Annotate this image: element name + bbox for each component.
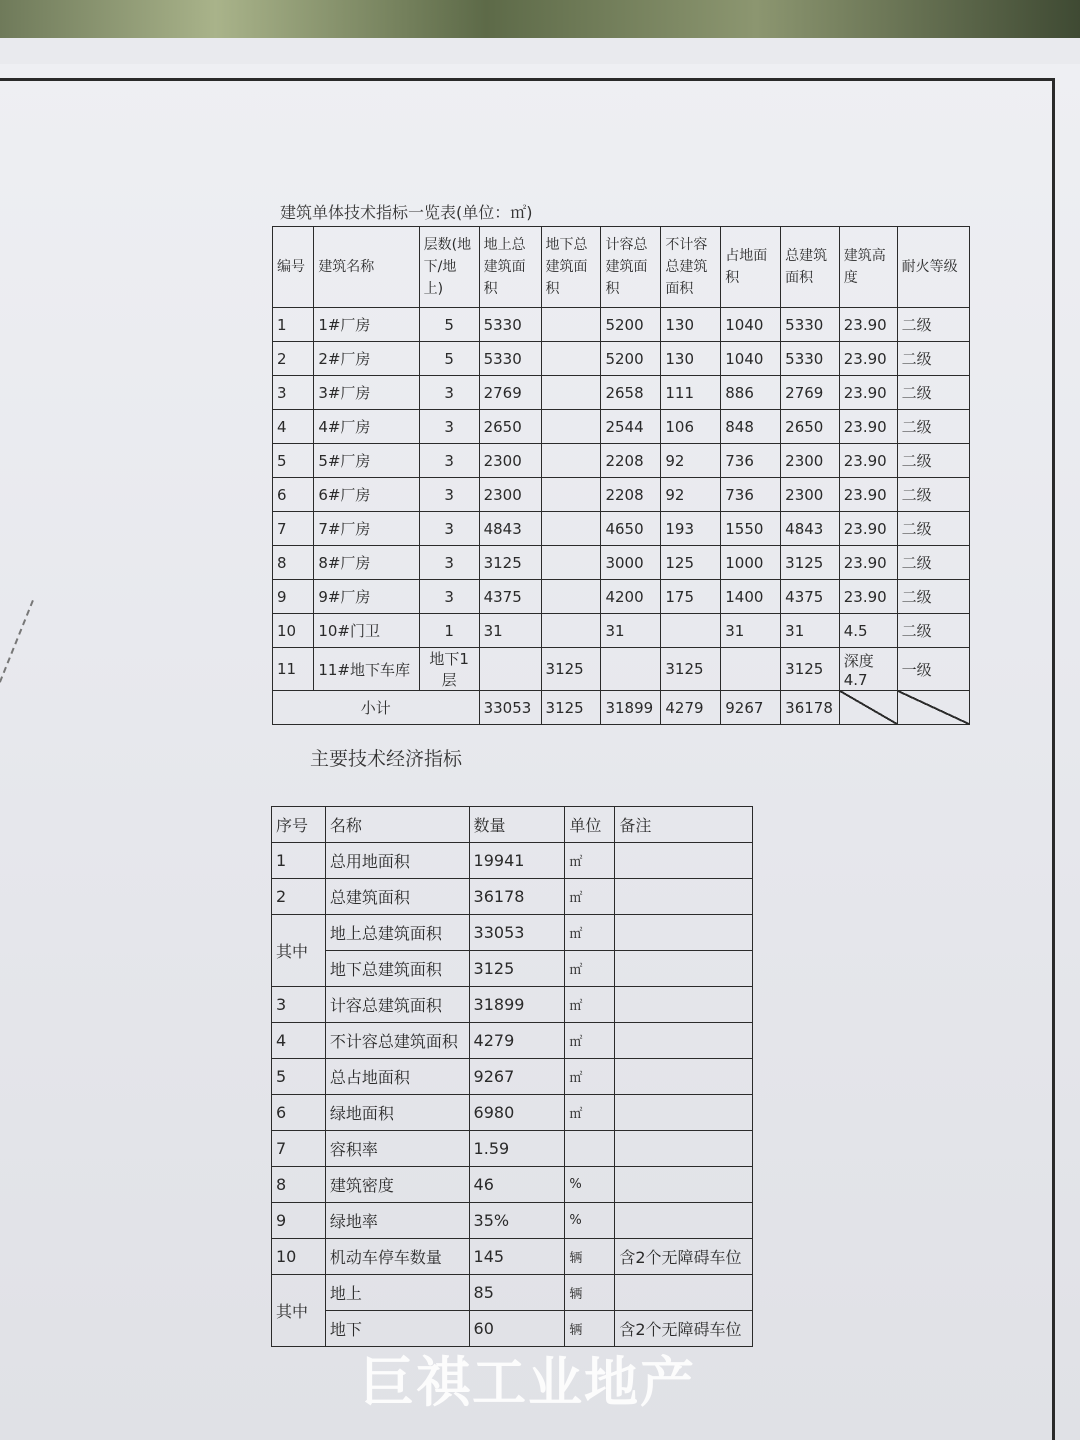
table-cell: 3125 <box>479 546 541 580</box>
row-quantity: 145 <box>469 1239 565 1275</box>
table-cell: 2650 <box>479 410 541 444</box>
table-cell: 125 <box>661 546 721 580</box>
header-cell: 计容总建筑面积 <box>601 227 661 308</box>
table-cell: 2300 <box>479 444 541 478</box>
row-note <box>615 915 753 951</box>
row-number: 4 <box>272 1023 326 1059</box>
table-row <box>272 1095 753 1131</box>
table-cell: 9 <box>273 580 314 614</box>
table-row <box>273 580 970 614</box>
table-cell: 地下1层 <box>419 648 479 691</box>
table-cell: 4843 <box>781 512 840 546</box>
table-cell: 3 <box>419 580 479 614</box>
table-cell: 11 <box>273 648 314 691</box>
table-row <box>272 1239 753 1275</box>
subtotal-cell: 4279 <box>661 691 721 725</box>
table-header-row <box>272 807 753 843</box>
table-cell: 二级 <box>897 512 969 546</box>
table-cell: 1400 <box>721 580 781 614</box>
row-note <box>615 1167 753 1203</box>
header-cell: 名称 <box>325 807 469 843</box>
table-cell: 4#厂房 <box>314 410 419 444</box>
row-note <box>615 1095 753 1131</box>
table-row <box>273 478 970 512</box>
table-cell: 二级 <box>897 580 969 614</box>
row-unit: % <box>565 1203 615 1239</box>
row-note <box>615 951 753 987</box>
header-cell: 层数(地下/地上) <box>419 227 479 308</box>
row-name: 地下总建筑面积 <box>325 951 469 987</box>
table-cell: 4 <box>273 410 314 444</box>
table-row <box>272 951 753 987</box>
row-quantity: 46 <box>469 1167 565 1203</box>
table-cell <box>541 342 601 376</box>
table-cell: 3 <box>419 444 479 478</box>
table-cell: 23.90 <box>839 478 897 512</box>
row-quantity: 9267 <box>469 1059 565 1095</box>
table-cell: 深度4.7 <box>839 648 897 691</box>
row-name: 容积率 <box>325 1131 469 1167</box>
table-cell: 9#厂房 <box>314 580 419 614</box>
row-name: 地下 <box>325 1311 469 1347</box>
table-row <box>272 1203 753 1239</box>
row-number: 3 <box>272 987 326 1023</box>
table-cell: 175 <box>661 580 721 614</box>
table-cell: 3 <box>419 410 479 444</box>
table-cell: 二级 <box>897 376 969 410</box>
table-cell: 2544 <box>601 410 661 444</box>
row-note <box>615 1203 753 1239</box>
table-cell: 92 <box>661 478 721 512</box>
watermark-text: 巨祺工业地产 <box>360 1351 696 1414</box>
table-cell: 4.5 <box>839 614 897 648</box>
table-row <box>272 915 753 951</box>
row-number: 2 <box>272 879 326 915</box>
economic-index-table <box>271 806 753 1347</box>
row-quantity: 19941 <box>469 843 565 879</box>
table-cell: 2#厂房 <box>314 342 419 376</box>
table-cell: 23.90 <box>839 580 897 614</box>
row-quantity: 33053 <box>469 915 565 951</box>
header-cell: 地下总建筑面积 <box>541 227 601 308</box>
table-cell <box>541 444 601 478</box>
table-cell: 1 <box>273 308 314 342</box>
table-cell <box>601 648 661 691</box>
table-cell: 二级 <box>897 614 969 648</box>
table-cell: 2658 <box>601 376 661 410</box>
subtotal-cell: 36178 <box>781 691 840 725</box>
table-cell: 二级 <box>897 444 969 478</box>
table-cell <box>721 648 781 691</box>
row-name: 绿地面积 <box>325 1095 469 1131</box>
row-quantity: 1.59 <box>469 1131 565 1167</box>
header-cell: 地上总建筑面积 <box>479 227 541 308</box>
table-cell: 23.90 <box>839 376 897 410</box>
subtotal-cell: 31899 <box>601 691 661 725</box>
row-name: 机动车停车数量 <box>325 1239 469 1275</box>
row-unit: ㎡ <box>565 915 615 951</box>
row-note <box>615 987 753 1023</box>
table-cell <box>541 512 601 546</box>
table-cell: 8 <box>273 546 314 580</box>
header-cell: 不计容总建筑面积 <box>661 227 721 308</box>
row-number: 6 <box>272 1095 326 1131</box>
table-cell: 二级 <box>897 546 969 580</box>
table-cell: 3 <box>419 512 479 546</box>
table-cell: 3125 <box>541 648 601 691</box>
row-number: 5 <box>272 1059 326 1095</box>
row-name: 绿地率 <box>325 1203 469 1239</box>
group-label: 其中 <box>272 1275 326 1347</box>
table-cell: 2300 <box>479 478 541 512</box>
table-row <box>273 546 970 580</box>
table-cell: 1 <box>419 614 479 648</box>
row-note <box>615 843 753 879</box>
subtotal-cell: 3125 <box>541 691 601 725</box>
table-cell: 3000 <box>601 546 661 580</box>
table-row <box>272 843 753 879</box>
table-cell: 886 <box>721 376 781 410</box>
table-cell: 二级 <box>897 308 969 342</box>
table-cell <box>541 614 601 648</box>
table-cell: 5330 <box>781 308 840 342</box>
table-cell: 3#厂房 <box>314 376 419 410</box>
row-note <box>615 879 753 915</box>
table-cell: 23.90 <box>839 410 897 444</box>
table-cell: 5 <box>419 342 479 376</box>
table-cell: 23.90 <box>839 308 897 342</box>
row-note <box>615 1023 753 1059</box>
header-cell: 单位 <box>565 807 615 843</box>
table-cell: 23.90 <box>839 342 897 376</box>
table-row <box>273 410 970 444</box>
table-cell: 8#厂房 <box>314 546 419 580</box>
table-cell: 1040 <box>721 342 781 376</box>
table-cell: 130 <box>661 308 721 342</box>
table-cell: 二级 <box>897 478 969 512</box>
header-cell: 建筑高度 <box>839 227 897 308</box>
table-cell: 736 <box>721 444 781 478</box>
row-name: 建筑密度 <box>325 1167 469 1203</box>
table-cell: 5330 <box>781 342 840 376</box>
subtotal-cell: 33053 <box>479 691 541 725</box>
table-cell: 4375 <box>781 580 840 614</box>
table-cell: 3 <box>419 546 479 580</box>
table-cell: 2208 <box>601 478 661 512</box>
row-unit: ㎡ <box>565 1095 615 1131</box>
row-name: 计容总建筑面积 <box>325 987 469 1023</box>
row-number: 8 <box>272 1167 326 1203</box>
table-cell: 1550 <box>721 512 781 546</box>
table-cell: 5#厂房 <box>314 444 419 478</box>
header-cell: 耐火等级 <box>897 227 969 308</box>
row-name: 总用地面积 <box>325 843 469 879</box>
building-index-table <box>272 226 970 725</box>
table-row <box>273 648 970 691</box>
table-cell: 5200 <box>601 308 661 342</box>
table-row <box>273 308 970 342</box>
table-header-row <box>273 227 970 308</box>
table-cell <box>541 308 601 342</box>
table-cell: 1040 <box>721 308 781 342</box>
table-cell: 4843 <box>479 512 541 546</box>
subtotal-label: 小计 <box>273 691 480 725</box>
row-quantity: 35% <box>469 1203 565 1239</box>
table-cell: 3 <box>419 478 479 512</box>
table-row <box>272 1023 753 1059</box>
table-cell: 23.90 <box>839 512 897 546</box>
row-quantity: 4279 <box>469 1023 565 1059</box>
table-cell: 31 <box>601 614 661 648</box>
row-number: 10 <box>272 1239 326 1275</box>
row-quantity: 36178 <box>469 879 565 915</box>
table-cell: 6#厂房 <box>314 478 419 512</box>
table-row <box>272 987 753 1023</box>
row-note <box>615 1275 753 1311</box>
row-number: 9 <box>272 1203 326 1239</box>
row-name: 不计容总建筑面积 <box>325 1023 469 1059</box>
header-cell: 占地面积 <box>721 227 781 308</box>
row-quantity: 31899 <box>469 987 565 1023</box>
row-note <box>615 1059 753 1095</box>
table-cell: 4200 <box>601 580 661 614</box>
header-cell: 总建筑面积 <box>781 227 840 308</box>
group-label: 其中 <box>272 915 326 987</box>
diagonal-cell <box>839 691 897 725</box>
table-cell: 5330 <box>479 342 541 376</box>
table-row <box>273 512 970 546</box>
table-cell: 5200 <box>601 342 661 376</box>
header-cell: 备注 <box>615 807 753 843</box>
table-cell: 848 <box>721 410 781 444</box>
table-cell: 11#地下车库 <box>314 648 419 691</box>
table-row <box>272 879 753 915</box>
table-cell: 23.90 <box>839 546 897 580</box>
table-cell <box>541 478 601 512</box>
row-unit: ㎡ <box>565 951 615 987</box>
table-cell: 3 <box>273 376 314 410</box>
table-cell <box>541 376 601 410</box>
row-note <box>615 1131 753 1167</box>
table-cell: 7 <box>273 512 314 546</box>
table-cell: 二级 <box>897 410 969 444</box>
drawing-frame-right <box>1052 78 1055 1440</box>
header-cell: 编号 <box>273 227 314 308</box>
table-row <box>273 614 970 648</box>
table-cell <box>479 648 541 691</box>
table-cell: 23.90 <box>839 444 897 478</box>
drawing-frame-top <box>0 78 1055 81</box>
table-row <box>273 444 970 478</box>
subtotal-row <box>273 691 970 725</box>
table-cell: 5330 <box>479 308 541 342</box>
table-cell: 5 <box>419 308 479 342</box>
row-unit: % <box>565 1167 615 1203</box>
table-cell <box>541 546 601 580</box>
table-cell: 2300 <box>781 444 840 478</box>
row-name: 地上 <box>325 1275 469 1311</box>
table-cell: 6 <box>273 478 314 512</box>
table-row <box>272 1275 753 1311</box>
row-unit: ㎡ <box>565 1059 615 1095</box>
table-cell: 1#厂房 <box>314 308 419 342</box>
row-name: 地上总建筑面积 <box>325 915 469 951</box>
table-cell: 193 <box>661 512 721 546</box>
row-quantity: 3125 <box>469 951 565 987</box>
row-unit: 辆 <box>565 1311 615 1347</box>
table-cell: 3125 <box>661 648 721 691</box>
row-name: 总建筑面积 <box>325 879 469 915</box>
row-note: 含2个无障碍车位 <box>615 1239 753 1275</box>
table-cell: 3 <box>419 376 479 410</box>
table-cell: 7#厂房 <box>314 512 419 546</box>
table-cell: 10#门卫 <box>314 614 419 648</box>
table-cell: 1000 <box>721 546 781 580</box>
table-cell: 2650 <box>781 410 840 444</box>
header-cell: 数量 <box>469 807 565 843</box>
economic-index-title: 主要技术经济指标 <box>310 748 463 770</box>
row-note: 含2个无障碍车位 <box>615 1311 753 1347</box>
row-unit: 辆 <box>565 1275 615 1311</box>
header-cell: 建筑名称 <box>314 227 419 308</box>
table-cell: 4650 <box>601 512 661 546</box>
header-cell: 序号 <box>272 807 326 843</box>
table-cell: 一级 <box>897 648 969 691</box>
table-cell: 3125 <box>781 546 840 580</box>
table-cell: 31 <box>479 614 541 648</box>
row-number: 7 <box>272 1131 326 1167</box>
table-cell: 2769 <box>781 376 840 410</box>
table-cell: 130 <box>661 342 721 376</box>
row-unit: ㎡ <box>565 987 615 1023</box>
row-quantity: 6980 <box>469 1095 565 1131</box>
table-row <box>272 1167 753 1203</box>
table-cell <box>541 410 601 444</box>
table-cell <box>661 614 721 648</box>
table-cell: 2208 <box>601 444 661 478</box>
row-unit: ㎡ <box>565 1023 615 1059</box>
table-cell: 2 <box>273 342 314 376</box>
table-cell: 4375 <box>479 580 541 614</box>
table-row <box>273 342 970 376</box>
table-row <box>272 1131 753 1167</box>
row-quantity: 60 <box>469 1311 565 1347</box>
table-cell <box>541 580 601 614</box>
subtotal-cell: 9267 <box>721 691 781 725</box>
diagonal-cell <box>897 691 969 725</box>
row-quantity: 85 <box>469 1275 565 1311</box>
table-cell: 5 <box>273 444 314 478</box>
row-unit: ㎡ <box>565 879 615 915</box>
table-row <box>273 376 970 410</box>
row-number: 1 <box>272 843 326 879</box>
table-cell: 92 <box>661 444 721 478</box>
table-cell: 31 <box>721 614 781 648</box>
table-cell: 3125 <box>781 648 840 691</box>
table-cell: 二级 <box>897 342 969 376</box>
building-index-title: 建筑单体技术指标一览表(单位：㎡) <box>280 203 533 222</box>
table-cell: 2300 <box>781 478 840 512</box>
row-name: 总占地面积 <box>325 1059 469 1095</box>
row-unit <box>565 1131 615 1167</box>
table-cell: 2769 <box>479 376 541 410</box>
table-cell: 111 <box>661 376 721 410</box>
table-cell: 10 <box>273 614 314 648</box>
row-unit: ㎡ <box>565 843 615 879</box>
table-cell: 736 <box>721 478 781 512</box>
row-unit: 辆 <box>565 1239 615 1275</box>
table-cell: 106 <box>661 410 721 444</box>
table-cell: 31 <box>781 614 840 648</box>
table-row <box>272 1059 753 1095</box>
